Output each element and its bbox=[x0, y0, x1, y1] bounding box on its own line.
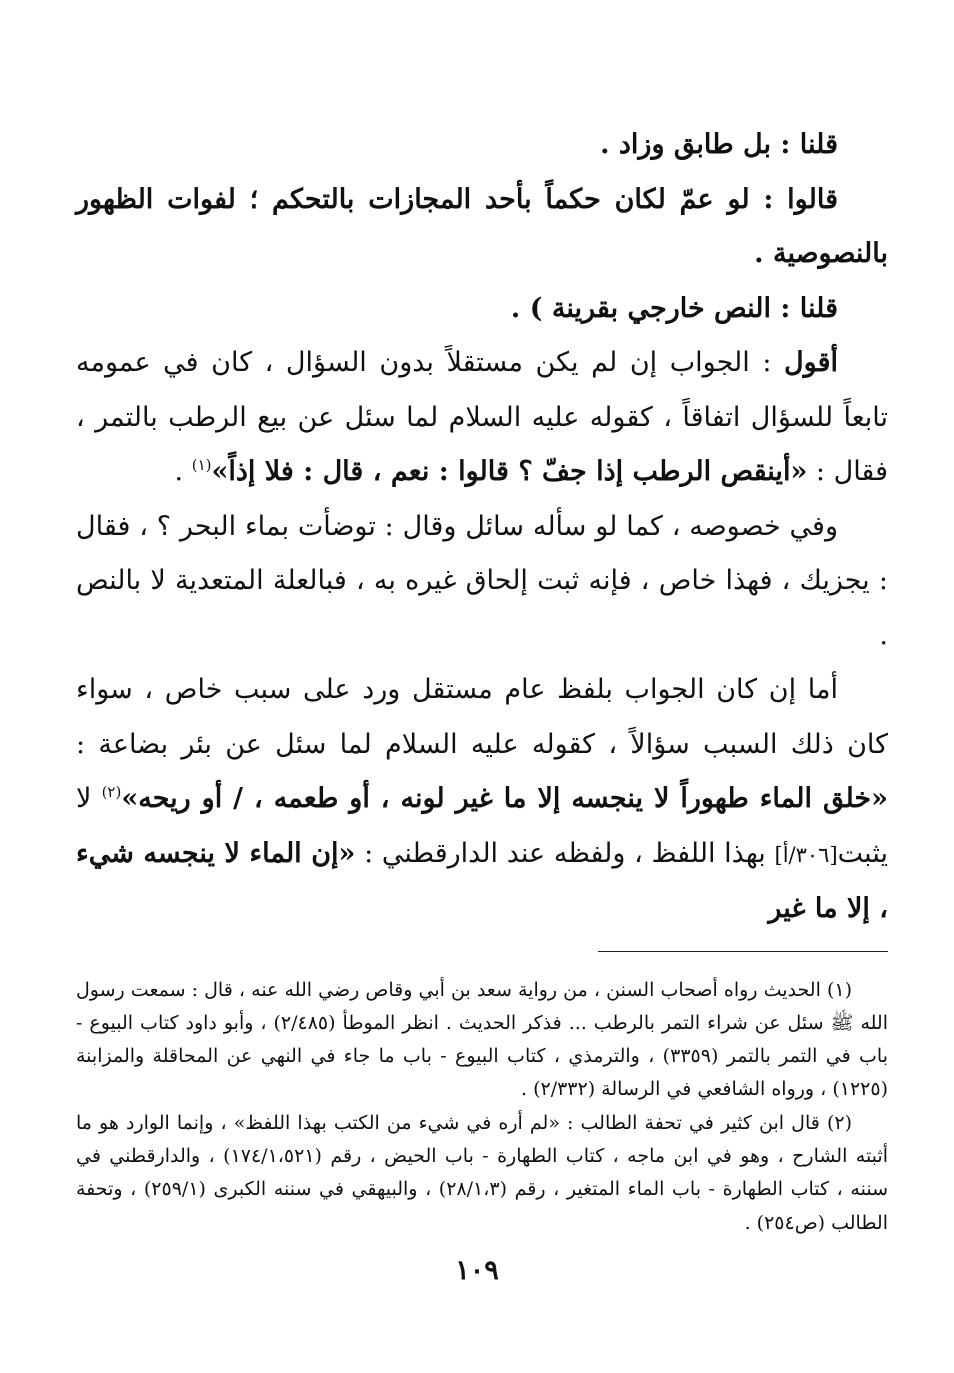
paragraph-4-text: : الجواب إن لم يكن مستقلاً بدون السؤال ، كان في عمومه تابعاً للسؤال اتفاقاً ، كقوله عليه السلام لما سئل عن بيع الرطب بالتمر ، فقال : bbox=[76, 347, 888, 487]
paragraph-1-text: قلنا : بل طابق وزاد . bbox=[600, 129, 838, 160]
paragraph-5-text: وفي خصوصه ، كما لو سأله سائل وقال : توضأت بماء البحر ؟ ، فقال : يجزيك ، فهذا خاص ، فإنه ثبت إلحاق غيره به ، فبالعلة المتعدية لا بالنص . bbox=[76, 510, 888, 651]
paragraph-2-text: قالوا : لو عمّ لكان حكماً بأحد المجازات بالتحكم ؛ لفوات الظهور بالنصوصية . bbox=[76, 183, 888, 269]
paragraph-3 bbox=[76, 282, 888, 337]
hadith-quote-3: «إن الماء لا ينجسه شيء ، إلا ما غير bbox=[76, 837, 888, 924]
paragraph-4-lead: أقول bbox=[784, 347, 838, 378]
footnotes bbox=[76, 974, 888, 1240]
paragraph-4 bbox=[76, 336, 888, 500]
paragraph-4-end: . bbox=[174, 456, 192, 487]
hadith-quote-1: «أينقص الرطب إذا جفّ ؟ قالوا : نعم ، قال : فلا إذاً» bbox=[211, 456, 808, 487]
paragraph-6 bbox=[76, 663, 888, 937]
footnote-marker-1: (١) bbox=[191, 456, 212, 474]
paragraph-5 bbox=[76, 500, 888, 664]
paragraph-2 bbox=[76, 173, 888, 282]
manuscript-folio-reference: [٣٠٦/أ] bbox=[774, 842, 838, 867]
page-number: ١٠٩ bbox=[455, 1255, 499, 1286]
paragraph-6-text-2: لا يثبت bbox=[76, 783, 888, 869]
paragraph-6-text-3: بهذا اللفظ ، ولفظه عند الدارقطني : bbox=[355, 837, 775, 869]
footnote-separator bbox=[598, 951, 888, 952]
paragraph-6-text: أما إن كان الجواب بلفظ عام مستقل ورد على سبب خاص ، سواء كان ذلك السبب سؤالاً ، كقوله عليه السلام لما سئل عن بئر بضاعة : bbox=[76, 674, 888, 760]
paragraph-1 bbox=[76, 118, 888, 173]
footnote-2: (٢) قال ابن كثير في تحفة الطالب : «لم أره في شيء من الكتب بهذا اللفظ» ، وإنما الوارد هو ما أثبته الشارح ، وهو في ابن ماجه ، كتاب الطهارة - باب الحيض ، رقم (١٧٤/١،٥٢١) ، والدارقطني في سننه ، كتاب الطهارة - باب الماء المتغير ، رقم (٢٨/١،٣) ، والبيهقي في سننه الكبرى (٢٥٩/١) ، وتحفة الطالب (ص٢٥٤) . bbox=[76, 1111, 888, 1234]
paragraph-3-text: قلنا : النص خارجي بقرينة ) . bbox=[510, 292, 838, 324]
footnote-1: (١) الحديث رواه أصحاب السنن ، من رواية سعد بن أبي وقاص رضي الله عنه ، قال : سمعت رسول الله ﷺ سئل عن شراء التمر بالرطب ... فذكر الحديث . انظر الموطأ (٢/٤٨٥) ، وأبو داود كتاب البيوع - باب في التمر بالتمر (٣٣٥٩) ، والترمذي ، كتاب البيوع - باب ما جاء في النهي عن المحاقلة والمزابنة (١٢٢٥) ، ورواه الشافعي في الرسالة (٢/٣٣٢) . bbox=[76, 978, 888, 1101]
main-text bbox=[76, 118, 888, 937]
footnote-marker-2: (٢) bbox=[101, 783, 122, 801]
hadith-quote-2: «خلق الماء طهوراً لا ينجسه إلا ما غير لونه ، أو طعمه ، / أو ريحه» bbox=[121, 783, 888, 814]
